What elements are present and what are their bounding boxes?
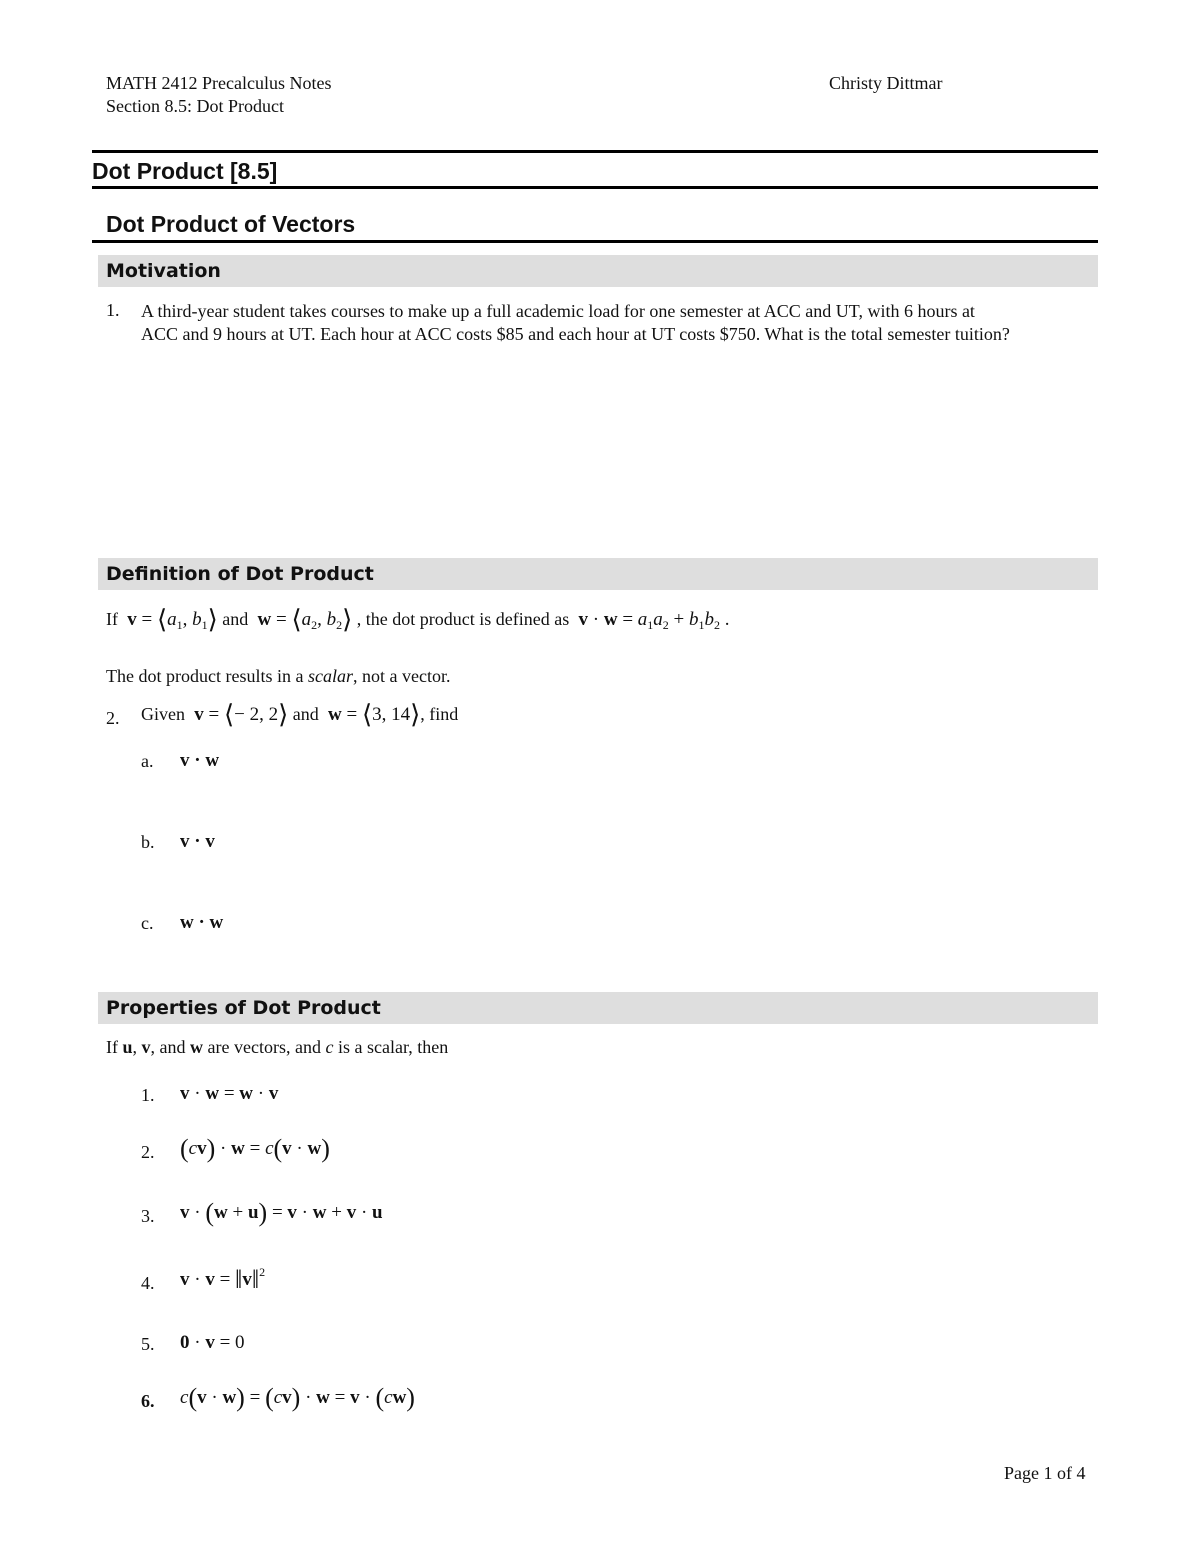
scalar-note (106, 665, 450, 688)
part-c-label: c. (141, 913, 154, 933)
property-2-formula: (cv) · w = c(v · w) (180, 1134, 330, 1163)
v-components: $v = ⟨a_1$, $b_1⟩$ (127, 605, 218, 634)
section-title: Section 8.5: Dot Product (106, 96, 284, 116)
property-2-number: 2. (141, 1142, 155, 1162)
example-number: 2. (106, 708, 120, 728)
scalar-word: scalar (307, 666, 353, 686)
intro-if: If (106, 1037, 118, 1057)
title-bottom-rule (92, 186, 1098, 189)
author-name: Christy Dittmar (829, 73, 943, 93)
course-title: MATH 2412 Precalculus Notes (106, 73, 332, 93)
w-value: 3, 14 (372, 704, 411, 725)
part-a-expr: v · w (180, 750, 220, 771)
section-rule (92, 240, 1098, 243)
problem-text (141, 300, 1101, 346)
intro-end: is a scalar, then (337, 1037, 449, 1057)
scalar-pre: The dot product results in a (106, 666, 304, 686)
scalar-post: , not a vector. (352, 666, 451, 686)
property-6-formula: c(v · w) = (cv) · w = v · (cw) (180, 1383, 415, 1412)
v-value: − 2, 2 (234, 704, 279, 725)
problem-number: 1. (106, 300, 120, 320)
section-heading: Dot Product of Vectors (106, 211, 356, 237)
defined-as-text: , the dot product is defined as (356, 609, 570, 629)
page-title: Dot Product [8.5] (92, 158, 278, 184)
page-number: Page 1 of 4 (1004, 1463, 1086, 1483)
definition-heading: Definition of Dot Product (98, 558, 1098, 590)
property-4-number: 4. (141, 1273, 155, 1293)
intro-rest: are vectors, and (207, 1037, 321, 1057)
part-a-label: a. (141, 751, 154, 771)
part-c-expr: w · w (180, 912, 224, 933)
properties-intro: If u, v, and w are vectors, and c is a scalar, then (106, 1037, 449, 1057)
property-4-formula: v · v = ‖v‖$^2$ (180, 1265, 266, 1294)
dot-product-formula: $v \cdot w = a_1a_2 + b_1b_2$ . (578, 609, 730, 632)
title-top-rule (92, 150, 1098, 153)
and-word-2: and (292, 704, 319, 724)
and-word: and (222, 609, 249, 629)
part-b-label: b. (141, 832, 155, 852)
property-1-formula: v · w = w · v (180, 1083, 279, 1104)
given-word: Given (141, 704, 185, 724)
problem-line-1: A third-year student takes courses to make up a full academic load for one semester at ACC and UT, with 6 hours at (141, 301, 975, 321)
find-word: , find (420, 704, 459, 724)
property-6-number: 6. (141, 1391, 155, 1411)
motivation-heading: Motivation (98, 255, 1098, 287)
if-word: If (106, 609, 118, 629)
problem-line-2: ACC and 9 hours at UT. Each hour at ACC costs $85 and each hour at UT costs $750. What is the total semester tuition? (141, 324, 1010, 344)
example-prompt: Given v = ⟨− 2, 2⟩ and w = ⟨3, 14⟩, find (141, 700, 459, 729)
property-5-number: 5. (141, 1334, 155, 1354)
definition-formula (106, 605, 730, 637)
property-3-number: 3. (141, 1206, 155, 1226)
property-3-formula: v · (w + u) = v · w + v · u (180, 1198, 383, 1227)
w-components: $w = ⟨a_2$, $b_2⟩$ (257, 605, 353, 634)
part-b-expr: v · v (180, 831, 215, 852)
property-1-number: 1. (141, 1085, 155, 1105)
properties-heading: Properties of Dot Product (98, 992, 1098, 1024)
property-5-formula: 0 · v = 0 (180, 1332, 245, 1353)
